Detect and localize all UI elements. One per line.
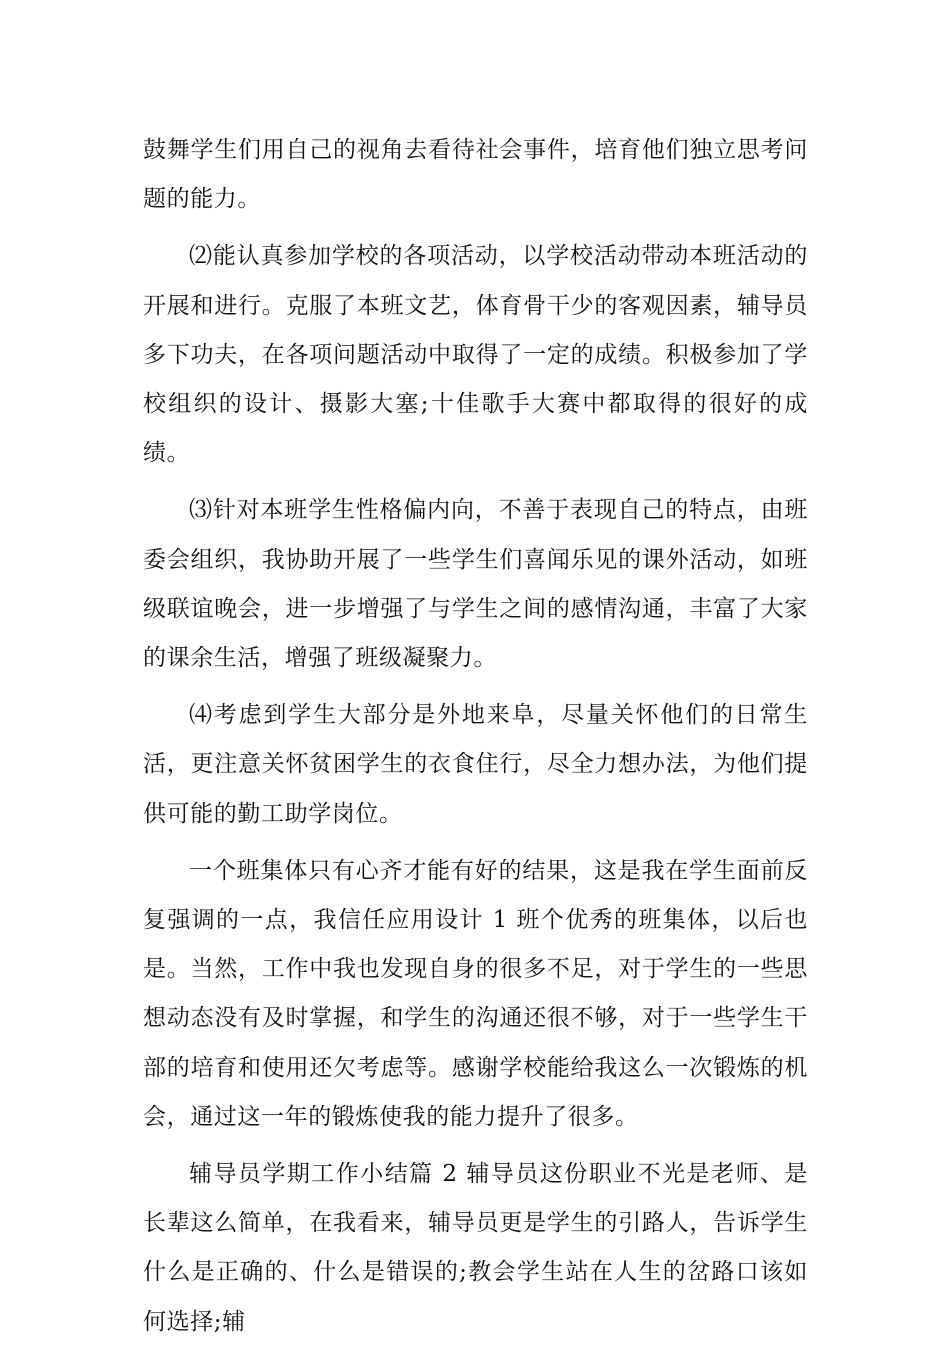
paragraph-continuation: 鼓舞学生们用自己的视角去看待社会事件，培育他们独立思考问题的能力。 <box>143 137 808 213</box>
paragraph-section-2: 辅导员学期工作小结篇 2 辅导员这份职业不光是老师、是长辈这么简单，在我看来，辅导员更是学生的引路人，告诉学生什么是正确的、什么是错误的;教会学生站在人生的岔路口该如何选择;辅 <box>143 1161 808 1335</box>
paragraph-item-2: ⑵能认真参加学校的各项活动，以学校活动带动本班活动的开展和进行。克服了本班文艺，体育骨干少的客观因素，辅导员多下功夫，在各项问题活动中取得了一定的成绩。积极参加了学校组织的设计、摄影大塞;十佳歌手大赛中都取得的很好的成绩。 <box>143 243 808 467</box>
paragraph-item-4: ⑷考虑到学生大部分是外地来阜，尽量关怀他们的日常生活，更注意关怀贫困学生的衣食住行，尽全力想办法，为他们提供可能的勤工助学岗位。 <box>143 702 808 827</box>
paragraph-summary: 一个班集体只有心齐才能有好的结果，这是我在学生面前反复强调的一点，我信任应用设计 1 班个优秀的班集体，以后也是。当然，工作中我也发现自身的很多不足，对于学生的一些思想动态没有及时掌握，和学生的沟通还很不够，对于一些学生干部的培育和使用还欠考虑等。感谢学校能给我这么一次锻炼的机会，通过这一年的锻炼使我的能力提升了很多。 <box>143 857 808 1130</box>
document-page <box>143 126 808 1355</box>
paragraph-item-3: ⑶针对本班学生性格偏内向，不善于表现自己的特点，由班委会组织，我协助开展了一些学生们喜闻乐见的课外活动，如班级联谊晚会，进一步增强了与学生之间的感情沟通，丰富了大家的课余生活，增强了班级凝聚力。 <box>143 497 808 672</box>
